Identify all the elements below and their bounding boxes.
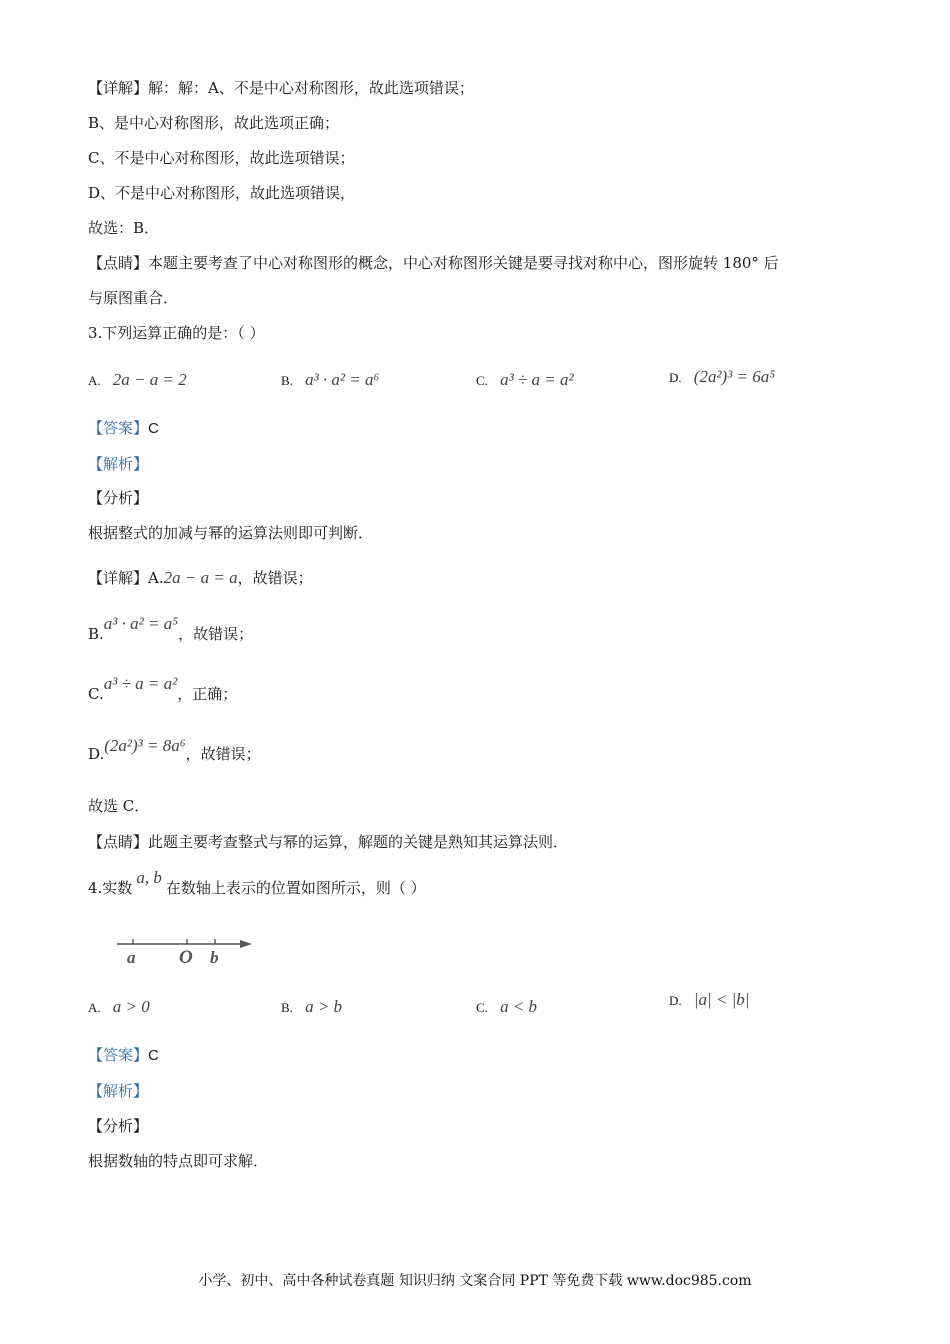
q2-option-b-explanation: B、是中心对称图形，故此选项正确； [88,114,340,132]
option-formula: |a| < |b| [693,990,750,1009]
option-formula: 2a − a = 2 [112,370,187,389]
q3-choice: 故选 C． [88,797,150,815]
option-label: B. [281,1000,293,1015]
q3-option-a [88,370,187,392]
answer-value: C [148,1047,159,1064]
q3-detail-b [88,614,254,644]
q2-choice: 故选：B． [88,219,160,237]
q4-answer [88,1045,159,1066]
q2-option-c-explanation: C、不是中心对称图形，故此选项错误； [88,149,355,167]
label-b: b [210,948,219,967]
option-formula: (2a²)³ = 6a⁵ [693,367,776,386]
q4-option-c [476,997,537,1019]
detail-tag: 【详解】 [88,569,149,587]
label-o: O [179,947,193,968]
q3-detail-c [88,674,238,704]
q3-comment: 【点睛】此题主要考查整式与幂的运算，解题的关键是熟知其运算法则． [88,833,569,851]
q2-comment-line1: 【点睛】本题主要考查了中心对称图形的概念，中心对称图形关键是要寻找对称中心，图形旋转 180° 后 [88,254,779,272]
label-a: a [127,948,136,967]
q4-stem-suffix: 在数轴上表示的位置如图所示，则（ ） [165,879,426,897]
q3-option-d [669,367,775,389]
option-formula: a > b [305,997,343,1016]
q2-option-d-explanation: D、不是中心对称图形，故此选项错误， [88,184,356,202]
q3-option-b [281,370,379,392]
answer-tag: 【答案】 [88,419,149,437]
axis-arrow [240,940,252,948]
detail-formula: 2a − a = a [163,568,238,587]
option-label: C. [476,373,488,388]
answer-tag: 【答案】 [88,1046,149,1064]
q4-option-b [281,997,342,1019]
q3-analysis-tag: 【解析】 [88,455,149,473]
option-label: B. [281,373,293,388]
q3-answer [88,418,159,439]
page-footer: 小学、初中、高中各种试卷真题 知识归纳 文案合同 PPT 等免费下载 www.doc985.com [198,1273,752,1289]
q4-fenxi: 根据数轴的特点即可求解． [88,1152,269,1170]
option-formula: a < b [500,997,538,1016]
detail-suffix: ，故错误； [185,745,261,763]
q3-fenxi: 根据整式的加减与幂的运算法则即可判断． [88,524,374,542]
answer-value: C [148,420,159,437]
q4-stem-prefix: 4.实数 [88,879,133,897]
detail-suffix: ，故错误； [178,625,254,643]
option-label: C. [476,1000,488,1015]
detail-formula: (2a²)³ = 8a⁶ [104,736,186,755]
number-line-figure [112,932,258,968]
option-formula: a > 0 [112,997,150,1016]
option-formula: a³ · a² = a⁶ [305,370,380,389]
option-label: A. [88,373,101,388]
q3-fenxi-tag: 【分析】 [88,489,149,507]
q2-comment-line2: 与原图重合． [88,289,179,307]
q3-option-c [476,370,574,392]
option-label: D. [669,370,682,385]
q3-detail-a [88,568,313,588]
q3-stem: 3.下列运算正确的是：（ ） [88,324,265,342]
detail-suffix: ，故错误； [237,569,313,587]
option-label: A. [88,1000,101,1015]
q2-detail: 【详解】解：解：A、不是中心对称图形，故此选项错误； [88,79,474,97]
q4-stem-variables: a, b [136,868,162,887]
q4-fenxi-tag: 【分析】 [88,1117,149,1135]
q4-analysis-tag: 【解析】 [88,1082,149,1100]
detail-suffix: ，正确； [177,685,238,703]
detail-formula: a³ ÷ a = a² [103,674,178,693]
option-formula: a³ ÷ a = a² [500,370,574,389]
q4-option-d [669,990,749,1012]
detail-prefix: C. [88,685,104,703]
q3-detail-d [88,736,261,764]
option-label: D. [669,993,682,1008]
detail-prefix: A. [148,569,164,587]
q4-option-a [88,997,150,1019]
detail-prefix: D. [88,745,105,763]
detail-formula: a³ · a² = a⁵ [103,614,179,633]
detail-prefix: B. [88,625,104,643]
q4-stem [88,868,426,898]
